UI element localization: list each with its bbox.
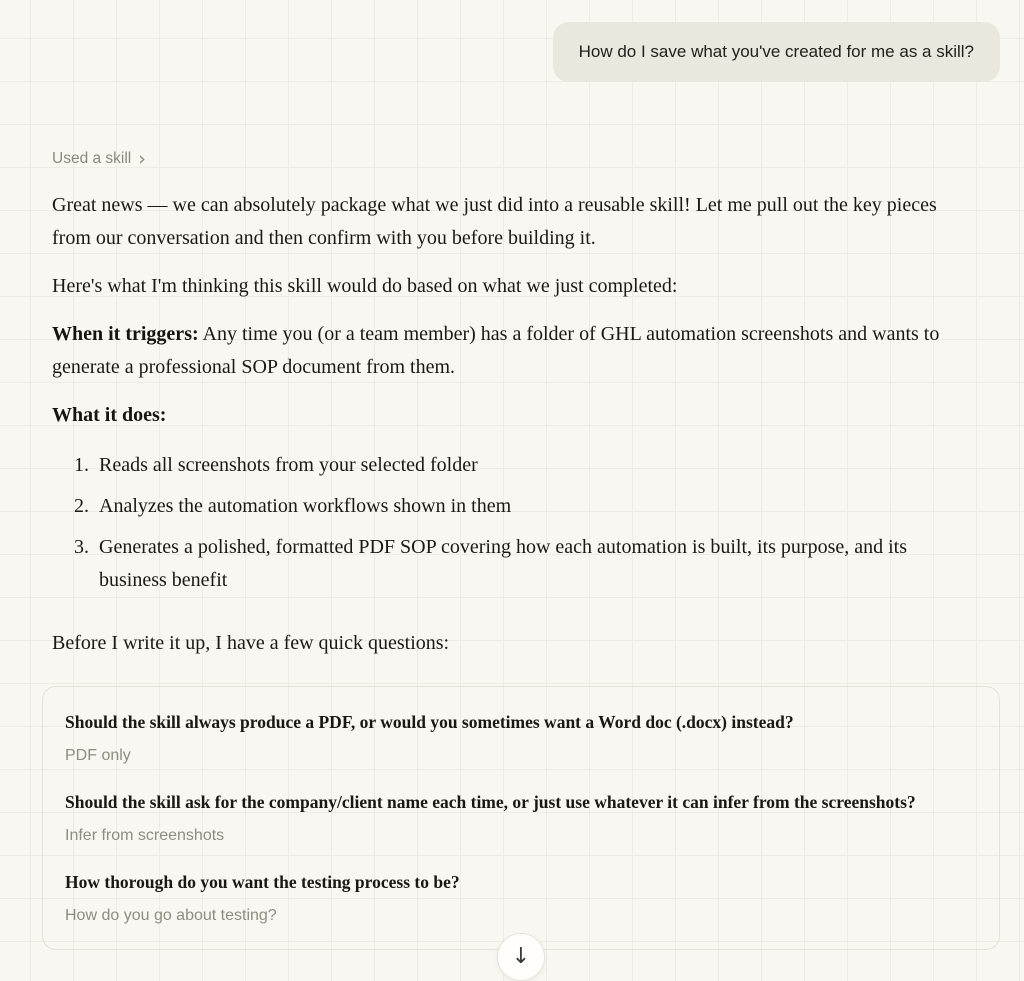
paragraph-thinking: Here's what I'm thinking this skill would do based on what we just completed: xyxy=(52,275,678,297)
list-item: 1. Reads all screenshots from your selected folder xyxy=(94,449,963,482)
question-answer-pair xyxy=(65,788,973,847)
user-message-row xyxy=(0,0,1024,82)
what-it-does-list xyxy=(52,449,963,597)
arrow-down-icon: ↓ xyxy=(511,944,531,969)
answer-text: PDF only xyxy=(65,747,131,764)
chevron-right-icon: › xyxy=(138,147,146,170)
assistant-prose xyxy=(52,189,963,660)
question-answer-pair xyxy=(65,708,973,767)
paragraph-questions-lead: Before I write it up, I have a few quick questions: xyxy=(52,632,450,654)
used-skill-chip[interactable] xyxy=(52,147,146,170)
answer-text: Infer from screenshots xyxy=(65,827,225,844)
question-text: How thorough do you want the testing process to be? xyxy=(65,872,460,892)
what-it-does-label: What it does: xyxy=(52,404,167,426)
when-triggers-text: Any time you (or a team member) has a folder of GHL automation screenshots and wants to generate a professional SOP document from them. xyxy=(52,323,940,378)
paragraph-what-it-does xyxy=(52,399,963,432)
user-message-text: How do I save what you've created for me as a skill? xyxy=(578,42,974,61)
questions-box xyxy=(42,686,1000,950)
question-text: Should the skill always produce a PDF, or would you sometimes want a Word doc (.docx) instead? xyxy=(65,712,794,732)
paragraph-intro: Great news — we can absolutely package what we just did into a reusable skill! Let me pull out the key pieces from our conversation and then confirm with you before building it. xyxy=(52,194,937,249)
answer-text: How do you go about testing? xyxy=(65,907,277,924)
list-item: 2. Analyzes the automation workflows shown in them xyxy=(94,490,963,523)
paragraph-when-triggers xyxy=(52,318,963,384)
question-text: Should the skill ask for the company/client name each time, or just use whatever it can infer from the screenshots? xyxy=(65,792,916,812)
assistant-message xyxy=(52,147,963,950)
user-message-bubble xyxy=(553,22,1000,82)
question-answer-pair xyxy=(65,868,973,927)
list-item: 3. Generates a polished, formatted PDF SOP covering how each automation is built, its purpose, and its business benefit xyxy=(94,531,963,597)
used-skill-label: Used a skill xyxy=(52,150,132,167)
scroll-to-bottom-button[interactable] xyxy=(497,933,545,981)
when-triggers-label: When it triggers: xyxy=(52,323,199,345)
